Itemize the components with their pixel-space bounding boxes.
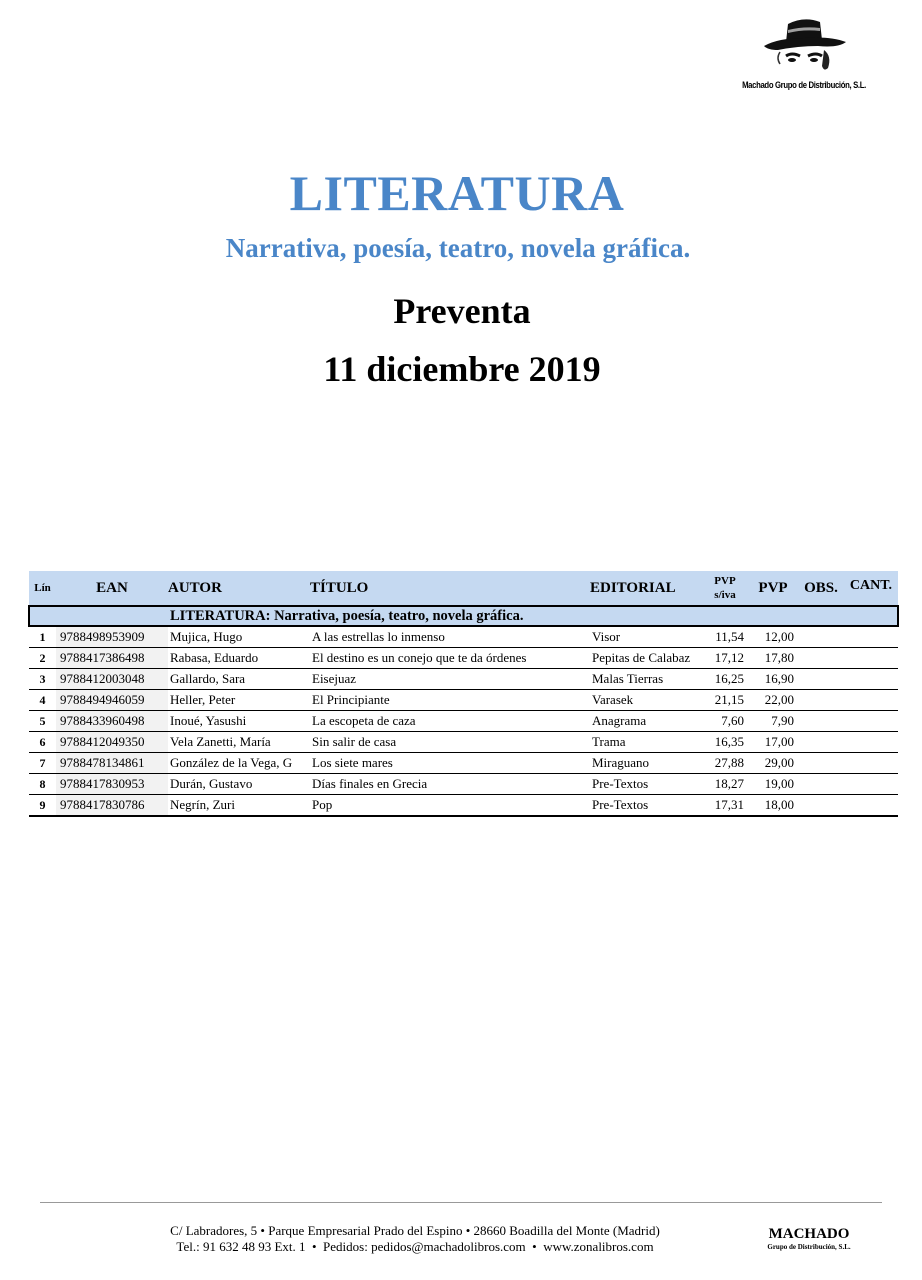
- footer-address-block: [40, 1223, 790, 1255]
- table-row: [29, 753, 898, 774]
- row-titulo: Eisejuaz: [310, 669, 590, 690]
- row-autor: Rabasa, Eduardo: [168, 648, 310, 669]
- footer-contact: Tel.: 91 632 48 93 Ext. 1 • Pedidos: pedidos@machadolibros.com • www.zonalibros.com: [176, 1239, 654, 1254]
- row-ean: 9788494946059: [56, 690, 168, 711]
- row-pvp-siva: 18,27: [702, 774, 748, 795]
- row-ean: 9788478134861: [56, 753, 168, 774]
- footer-brand: [744, 1226, 874, 1251]
- row-autor: Negrín, Zuri: [168, 795, 310, 817]
- table-row: [29, 711, 898, 732]
- row-cant[interactable]: [844, 626, 898, 648]
- row-titulo: La escopeta de caza: [310, 711, 590, 732]
- row-editorial: Trama: [590, 732, 702, 753]
- row-titulo: Días finales en Grecia: [310, 774, 590, 795]
- row-autor: Heller, Peter: [168, 690, 310, 711]
- col-header-pvp: PVP: [748, 571, 798, 606]
- row-cant[interactable]: [844, 669, 898, 690]
- row-lin: 7: [29, 753, 56, 774]
- col-header-pvp-siva-line1: PVP: [714, 575, 736, 587]
- row-autor: Inoué, Yasushi: [168, 711, 310, 732]
- section-label: LITERATURA: Narrativa, poesía, teatro, novela gráfica.: [168, 606, 844, 626]
- col-header-editorial: EDITORIAL: [590, 571, 702, 606]
- row-editorial: Visor: [590, 626, 702, 648]
- company-logo: [730, 16, 878, 98]
- table-row: [29, 626, 898, 648]
- row-editorial: Malas Tierras: [590, 669, 702, 690]
- col-header-pvp-siva: [702, 571, 748, 606]
- footer-brand-name: MACHADO: [768, 1226, 850, 1242]
- col-header-cant: CANT.: [844, 571, 898, 606]
- row-titulo: Sin salir de casa: [310, 732, 590, 753]
- row-pvp: 16,90: [748, 669, 798, 690]
- footer-address: C/ Labradores, 5 • Parque Empresarial Prado del Espino • 28660 Boadilla del Monte (Madrid): [170, 1223, 660, 1238]
- col-header-titulo: TÍTULO: [310, 571, 590, 606]
- order-table: [28, 571, 899, 817]
- footer-divider: [40, 1202, 882, 1203]
- row-editorial: Pre-Textos: [590, 795, 702, 817]
- row-autor: Mujica, Hugo: [168, 626, 310, 648]
- row-lin: 1: [29, 626, 56, 648]
- row-autor: Gallardo, Sara: [168, 669, 310, 690]
- row-pvp-siva: 16,25: [702, 669, 748, 690]
- row-editorial: Miraguano: [590, 753, 702, 774]
- row-titulo: A las estrellas lo inmenso: [310, 626, 590, 648]
- row-lin: 6: [29, 732, 56, 753]
- logo-caption: Machado Grupo de Distribución, S.L.: [742, 80, 866, 90]
- table-row: [29, 774, 898, 795]
- row-titulo: El destino es un conejo que te da órdenes: [310, 648, 590, 669]
- row-obs[interactable]: [798, 753, 844, 774]
- row-pvp: 18,00: [748, 795, 798, 817]
- row-obs[interactable]: [798, 648, 844, 669]
- row-autor: Vela Zanetti, María: [168, 732, 310, 753]
- row-obs[interactable]: [798, 774, 844, 795]
- col-header-autor: AUTOR: [168, 571, 310, 606]
- footer-brand-sub: Grupo de Distribución, S.L.: [767, 1243, 851, 1251]
- row-pvp-siva: 21,15: [702, 690, 748, 711]
- col-header-pvp-siva-line2: s/iva: [714, 589, 736, 601]
- row-obs[interactable]: [798, 690, 844, 711]
- table-row: [29, 648, 898, 669]
- row-ean: 9788417386498: [56, 648, 168, 669]
- section-row: [29, 606, 898, 626]
- row-editorial: Anagrama: [590, 711, 702, 732]
- row-pvp-siva: 17,12: [702, 648, 748, 669]
- row-cant[interactable]: [844, 774, 898, 795]
- row-pvp: 29,00: [748, 753, 798, 774]
- row-pvp-siva: 7,60: [702, 711, 748, 732]
- table-row: [29, 690, 898, 711]
- row-pvp: 22,00: [748, 690, 798, 711]
- row-lin: 2: [29, 648, 56, 669]
- row-cant[interactable]: [844, 753, 898, 774]
- row-editorial: Pre-Textos: [590, 774, 702, 795]
- row-pvp: 17,00: [748, 732, 798, 753]
- row-editorial: Pepitas de Calabaz: [590, 648, 702, 669]
- row-obs[interactable]: [798, 795, 844, 817]
- row-cant[interactable]: [844, 690, 898, 711]
- row-pvp-siva: 17,31: [702, 795, 748, 817]
- row-ean: 9788433960498: [56, 711, 168, 732]
- row-obs[interactable]: [798, 626, 844, 648]
- row-pvp: 19,00: [748, 774, 798, 795]
- row-cant[interactable]: [844, 711, 898, 732]
- row-obs[interactable]: [798, 732, 844, 753]
- row-autor: González de la Vega, G: [168, 753, 310, 774]
- row-lin: 8: [29, 774, 56, 795]
- row-lin: 5: [29, 711, 56, 732]
- col-header-obs: OBS.: [798, 571, 844, 606]
- row-autor: Durán, Gustavo: [168, 774, 310, 795]
- row-lin: 3: [29, 669, 56, 690]
- row-lin: 9: [29, 795, 56, 817]
- presale-date: 11 diciembre 2019: [323, 349, 601, 389]
- row-obs[interactable]: [798, 711, 844, 732]
- table-row: [29, 795, 898, 817]
- row-pvp: 7,90: [748, 711, 798, 732]
- row-pvp: 12,00: [748, 626, 798, 648]
- presale-heading: Preventa: [393, 291, 531, 331]
- col-header-ean: EAN: [56, 571, 168, 606]
- row-titulo: Los siete mares: [310, 753, 590, 774]
- page-subtitle: Narrativa, poesía, teatro, novela gráfica.: [225, 233, 691, 263]
- row-pvp-siva: 11,54: [702, 626, 748, 648]
- man-with-hat-icon: [758, 16, 850, 80]
- row-obs[interactable]: [798, 669, 844, 690]
- col-header-lin: Lín: [29, 571, 56, 606]
- row-cant[interactable]: [844, 732, 898, 753]
- table-row: [29, 669, 898, 690]
- table-row: [29, 732, 898, 753]
- row-ean: 9788417830953: [56, 774, 168, 795]
- row-pvp-siva: 27,88: [702, 753, 748, 774]
- row-pvp-siva: 16,35: [702, 732, 748, 753]
- row-ean: 9788412049350: [56, 732, 168, 753]
- row-lin: 4: [29, 690, 56, 711]
- row-editorial: Varasek: [590, 690, 702, 711]
- row-titulo: El Principiante: [310, 690, 590, 711]
- row-cant[interactable]: [844, 648, 898, 669]
- row-ean: 9788498953909: [56, 626, 168, 648]
- row-ean: 9788412003048: [56, 669, 168, 690]
- row-ean: 9788417830786: [56, 795, 168, 817]
- row-cant[interactable]: [844, 795, 898, 817]
- table-header-row: [29, 571, 898, 606]
- row-pvp: 17,80: [748, 648, 798, 669]
- row-titulo: Pop: [310, 795, 590, 817]
- page-title: LITERATURA: [289, 165, 625, 221]
